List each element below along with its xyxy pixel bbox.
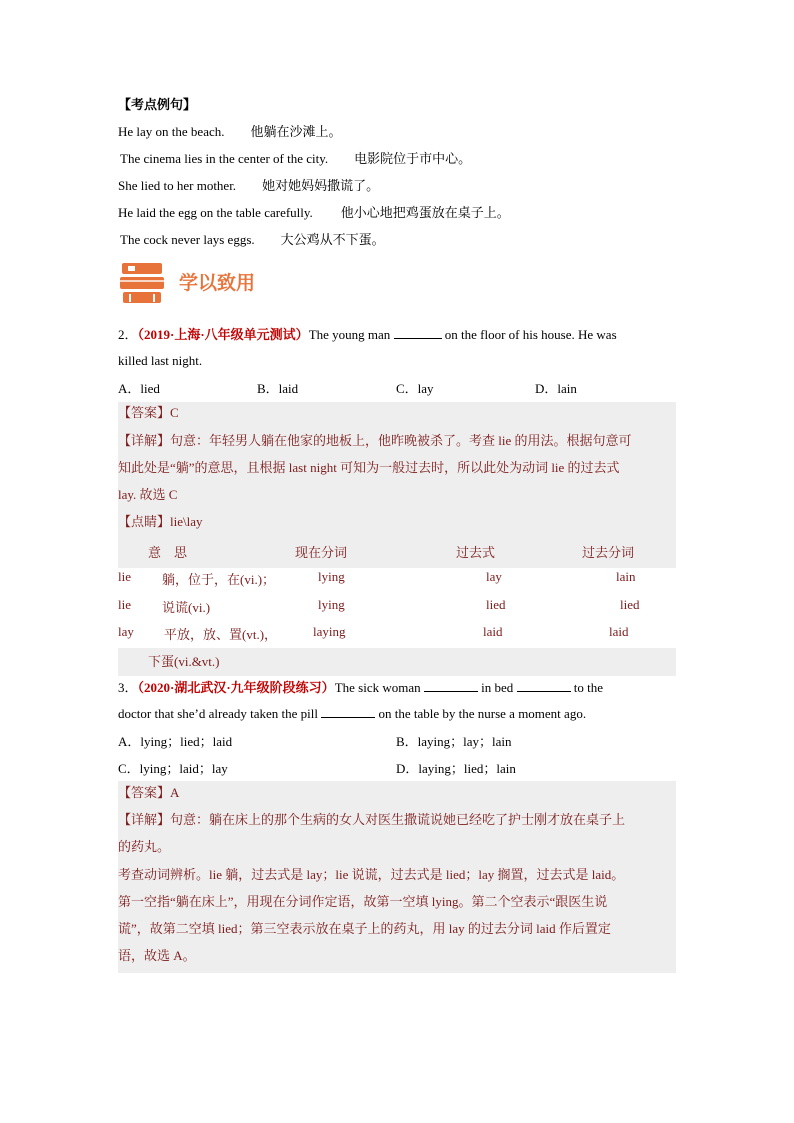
table-header: 过去分词 <box>582 545 635 560</box>
table-cell: laying <box>313 624 346 639</box>
table-header: 意 思 <box>148 545 188 560</box>
answer-blank <box>321 705 375 718</box>
explain-text: 句意：躺在床上的那个生病的女人对医生撒谎说她已经吃了护士刚才放在桌子上 <box>170 812 626 827</box>
explain-label: 【详解】 <box>118 812 171 827</box>
example-item <box>118 204 510 222</box>
question-2-line-2: killed last night. <box>118 353 203 368</box>
option-a: A．lied <box>118 381 160 396</box>
option-b: B．laying；lay；lain <box>396 734 512 749</box>
answer-value: A <box>170 785 180 800</box>
example-en: The cinema lies in the center of the city. <box>120 151 329 166</box>
table-cell: 平放，放、置(vt.)， <box>164 627 278 642</box>
explain-text: 谎”，故第二空填 lied；第三空表示放在桌子上的药丸，用 lay 的过去分词 laid 作后置定 <box>118 921 611 936</box>
question-text: in bed <box>481 680 514 695</box>
question-number: 3． <box>118 680 138 695</box>
books-icon <box>118 258 166 306</box>
example-en: He lay on the beach. <box>118 124 225 139</box>
banner-title: 学以致用 <box>179 272 256 294</box>
explain-line <box>118 432 632 450</box>
table-cell: lying <box>318 569 345 584</box>
table-extra: 下蛋(vi.&vt.) <box>148 654 220 669</box>
answer-blank <box>517 679 571 692</box>
option-b: B．laid <box>257 381 299 396</box>
example-cn: 她对她妈妈撒谎了。 <box>262 178 380 193</box>
question-source: （2020·湖北武汉·九年级阶段练习） <box>137 680 335 695</box>
example-cn: 大公鸡从不下蛋。 <box>280 232 385 247</box>
question-source: （2019·上海·八年级单元测试） <box>137 327 309 342</box>
practice-banner <box>118 258 268 306</box>
question-text: on the table by the nurse a moment ago. <box>378 706 587 721</box>
answer-line <box>118 404 179 422</box>
question-text: The young man <box>308 327 391 342</box>
answer-blank <box>424 679 478 692</box>
explain-text: lay. 故选 C <box>118 487 178 502</box>
answer-label: 【答案】 <box>118 405 171 420</box>
explain-text: 知此处是“躺”的意思，且根据 last night 可知为一般过去时，所以此处为动词 lie 的过去式 <box>118 460 620 475</box>
table-cell: lie <box>118 569 131 584</box>
table-cell: laid <box>483 624 503 639</box>
answer-label: 【答案】 <box>118 785 171 800</box>
table-header: 过去式 <box>456 545 496 560</box>
question-3-line-1 <box>118 679 603 697</box>
example-item <box>118 123 342 141</box>
table-cell: 说谎(vi.) <box>162 600 211 615</box>
examples-heading: 【考点例句】 <box>118 97 197 112</box>
option-d: D．lain <box>535 381 577 396</box>
question-number: 2． <box>118 327 138 342</box>
example-en: He laid the egg on the table carefully. <box>118 205 313 220</box>
tip-label: 【点睛】 <box>118 514 171 529</box>
option-d: D．laying；lied；lain <box>396 761 516 776</box>
tip-line <box>118 513 203 531</box>
question-text: on the floor of his house. He was <box>444 327 617 342</box>
option-a: A．lying；lied；laid <box>118 734 233 749</box>
question-3-line-2 <box>118 705 586 723</box>
table-cell: lying <box>318 597 345 612</box>
example-item <box>118 231 385 249</box>
table-cell: laid <box>609 624 629 639</box>
table-cell: lain <box>616 569 636 584</box>
explain-text: 考查动词辨析。lie 躺，过去式是 lay；lie 说谎，过去式是 lied；lay 搁置，过去式是 laid。 <box>118 867 625 882</box>
example-en: The cock never lays eggs. <box>120 232 255 247</box>
question-2-line-1 <box>118 326 617 344</box>
answer-value: C <box>170 405 179 420</box>
explain-text: 句意：年轻男人躺在他家的地板上，他昨晚被杀了。考查 lie 的用法。根据句意可 <box>170 433 632 448</box>
example-cn: 他躺在沙滩上。 <box>250 124 342 139</box>
table-cell: 躺，位于，在(vi.)； <box>162 572 276 587</box>
explain-text: 第一空指“躺在床上”，用现在分词作定语，故第一空填 lying。第二个空表示“跟医生说 <box>118 894 608 909</box>
table-cell: lay <box>118 624 134 639</box>
option-c: C．lying；laid；lay <box>118 761 228 776</box>
example-cn: 电影院位于市中心。 <box>354 151 472 166</box>
question-text: to the <box>573 680 603 695</box>
explain-label: 【详解】 <box>118 433 171 448</box>
explain-text: 语，故选 A。 <box>118 948 196 963</box>
tip-text: lie\lay <box>170 514 203 529</box>
option-c: C．lay <box>396 381 434 396</box>
question-text: doctor that she’d already taken the pill <box>118 706 318 721</box>
example-item <box>118 177 379 195</box>
explain-text: 的药丸。 <box>118 839 171 854</box>
answer-line <box>118 784 179 802</box>
table-cell: lay <box>486 569 502 584</box>
question-text: The sick woman <box>334 680 421 695</box>
table-header: 现在分词 <box>295 545 348 560</box>
explain-line <box>118 811 625 829</box>
example-en: She lied to her mother. <box>118 178 237 193</box>
table-cell: lied <box>620 597 640 612</box>
table-cell: lied <box>486 597 506 612</box>
table-cell: lie <box>118 597 131 612</box>
example-cn: 他小心地把鸡蛋放在桌子上。 <box>340 205 510 220</box>
answer-blank <box>394 326 442 339</box>
example-item <box>118 150 471 168</box>
